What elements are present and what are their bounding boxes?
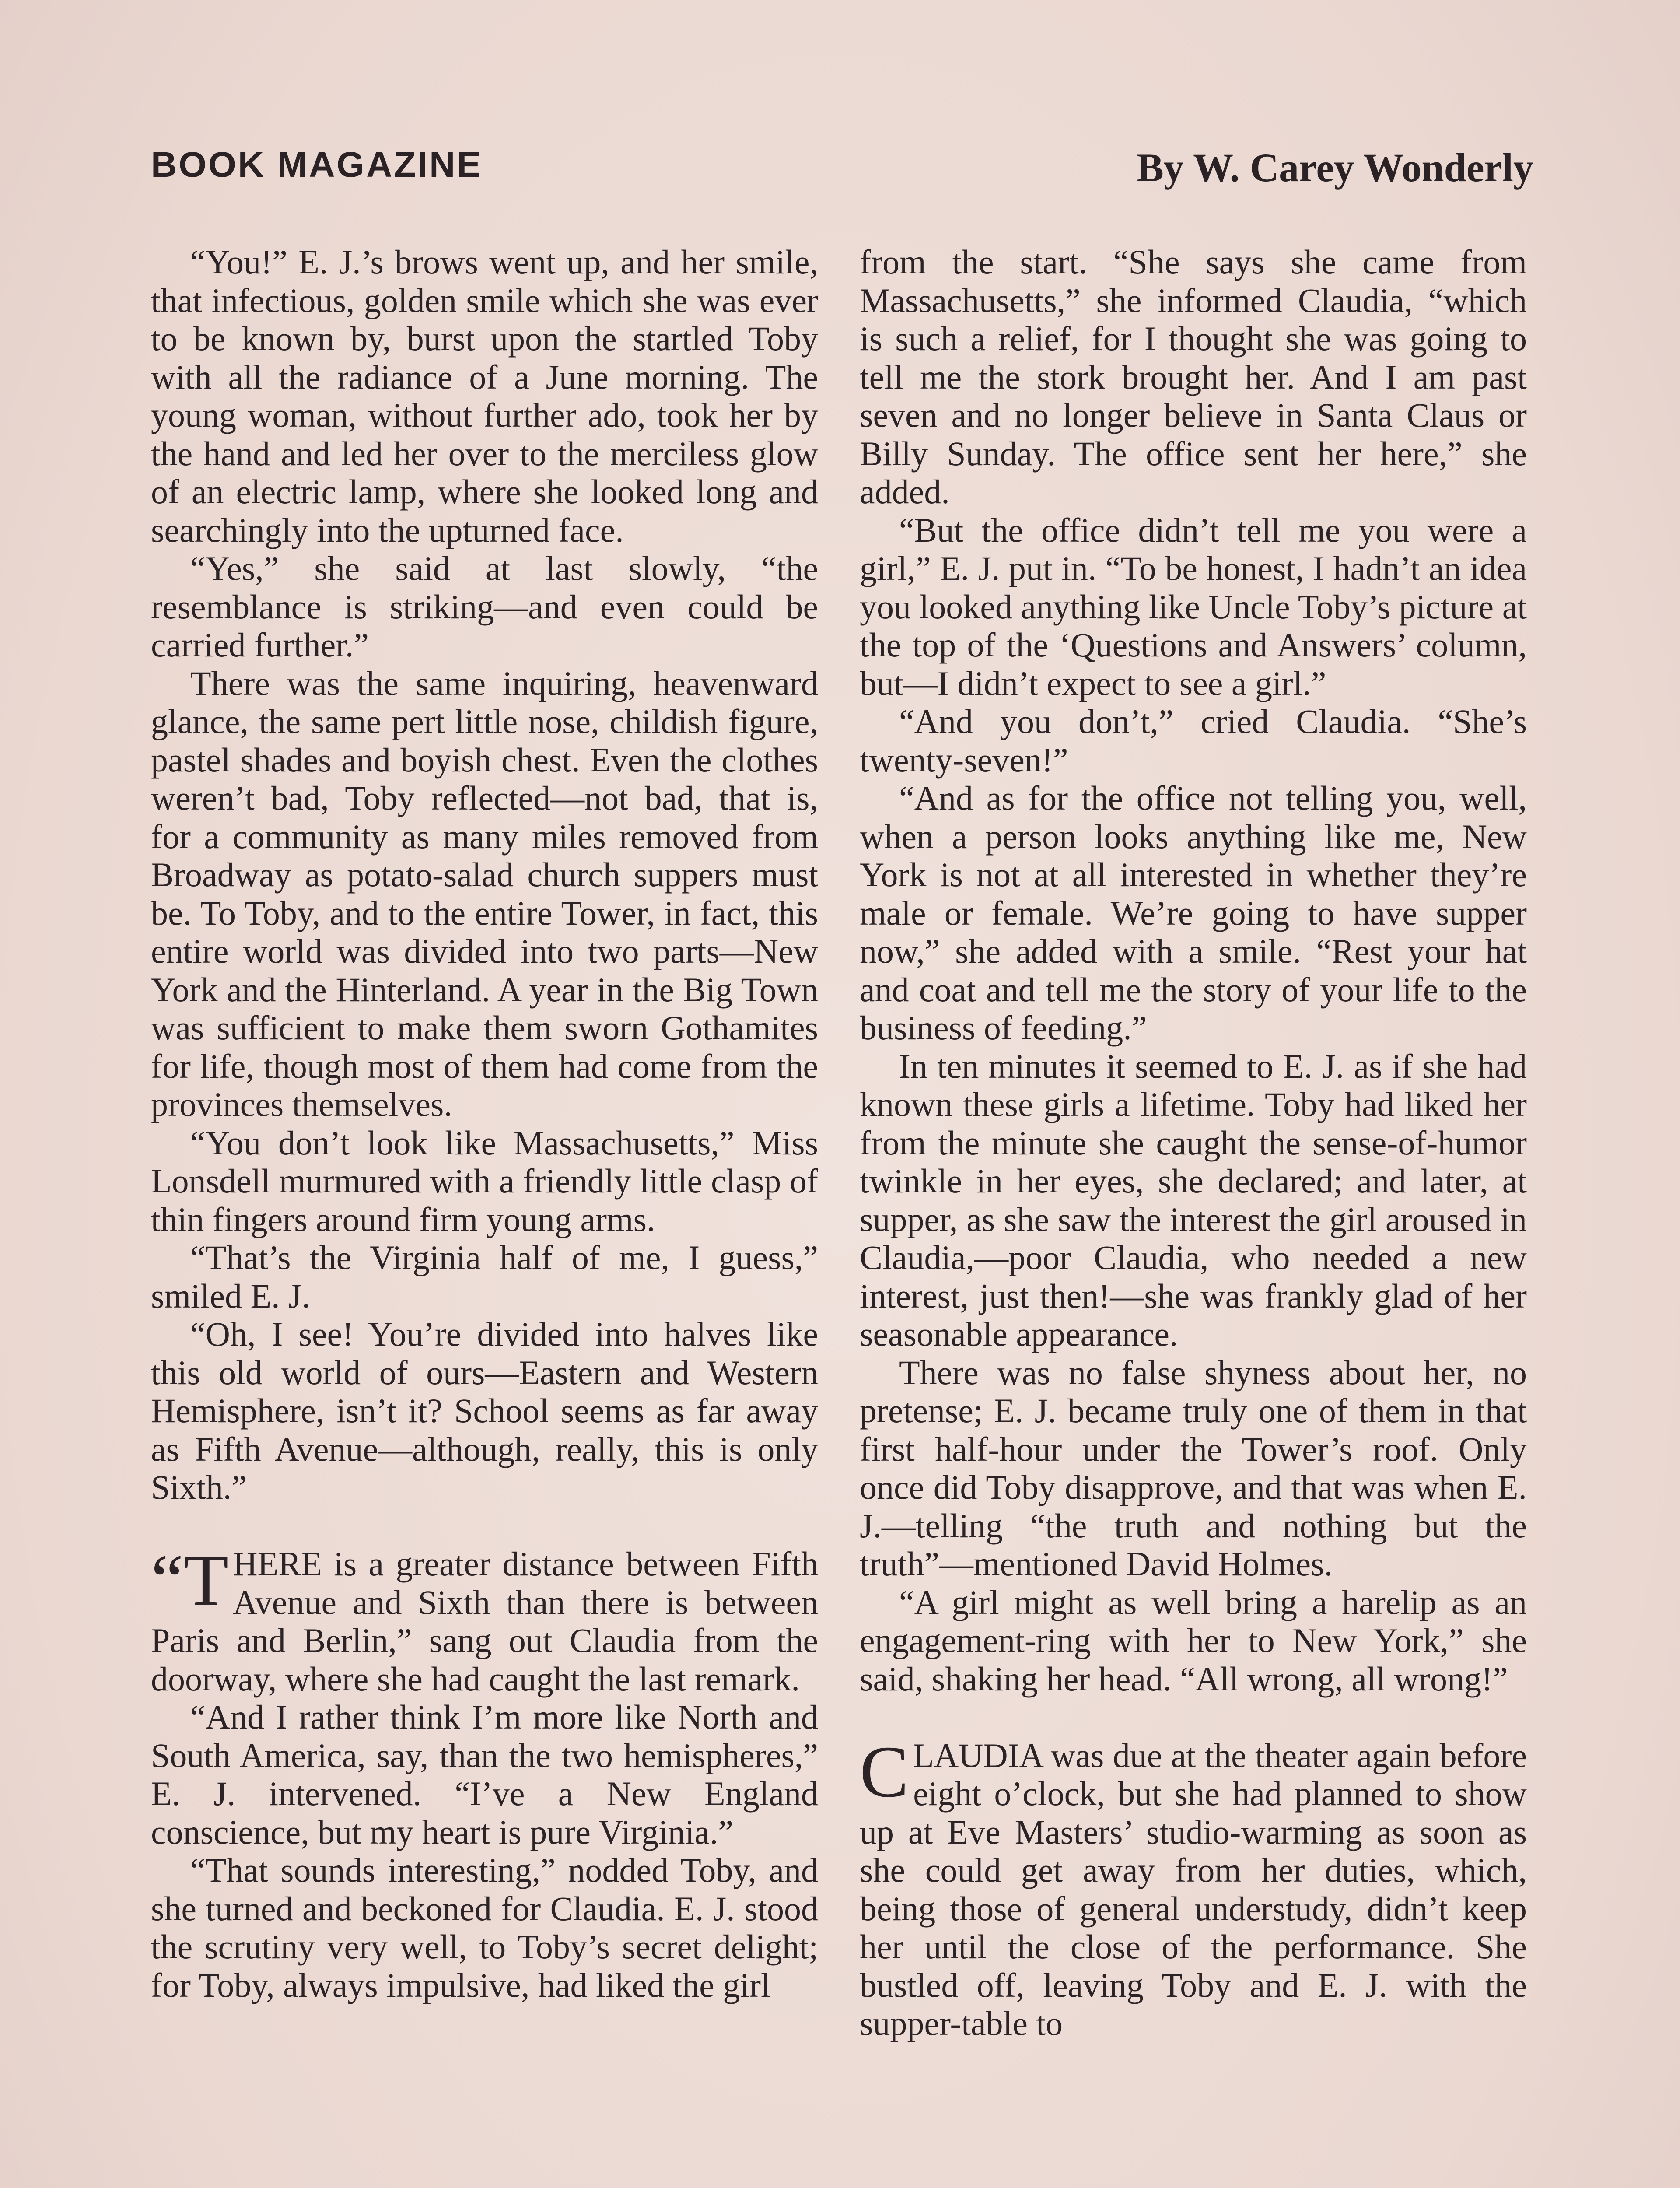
section-start-paragraph: [151, 1539, 818, 1698]
paragraph: “You!” E. J.’s brows went up, and her smile, that infectious, golden smile which she was ever to be known by, burst upon the startled Toby with all the radiance of a June morning. The young woman, without further ado, took her by the hand and led her over to the merciless glow of an electric lamp, where she looked long and searchingly into the upturned face.: [151, 243, 818, 549]
right-column: [860, 243, 1527, 2043]
magazine-title: BOOK MAGAZINE: [151, 145, 483, 185]
paragraph-text: LAUDIA was due at the theater again before eight o’clock, but she had planned to show up at Eve Masters’ studio-warming as soon as she could get away from her duties, which, being those of general understudy, didn’t keep her until the close of the performance. She bustled off, leaving Toby and E. J. with the supper-table to: [860, 1736, 1527, 2042]
paragraph: There was the same inquiring, heavenward glance, the same pert little nose, childish figure, pastel shades and boyish chest. Even the clothes weren’t bad, Toby reflected—not bad, that is, for a community as many miles removed from Broadway as potato-salad church suppers must be. To Toby, and to the entire Tower, in fact, this entire world was divided into two parts—New York and the Hinterland. A year in the Big Town was sufficient to make them sworn Gothamites for life, though most of them had come from the provinces themselves.: [151, 664, 818, 1123]
paragraph: “That sounds interesting,” nodded Toby, and she turned and beckoned for Claudia. E. J. stood the scrutiny very well, to Toby’s secret delight; for Toby, always impulsive, had liked the girl: [151, 1851, 818, 2004]
paragraph: “But the office didn’t tell me you were a girl,” E. J. put in. “To be honest, I hadn’t an idea you looked anything like Uncle Toby’s picture at the top of the ‘Questions and Answers’ column, but—I didn’t expect to see a girl.”: [860, 511, 1527, 702]
drop-cap: C: [860, 1731, 909, 1813]
paragraph: There was no false shyness about her, no pretense; E. J. became truly one of them in that first half-hour under the Tower’s roof. Only once did Toby disapprove, and that was when E. J.—telling “the truth and nothing but the truth”—mentioned David Holmes.: [860, 1353, 1527, 1583]
paragraph: In ten minutes it seemed to E. J. as if she had known these girls a lifetime. Toby had liked her from the minute she caught the sense-of-humor twinkle in her eyes, she declared; and later, at supper, as she saw the interest the girl aroused in Claudia,—poor Claudia, who needed a new interest, just then!—she was frankly glad of her seasonable appearance.: [860, 1047, 1527, 1353]
paragraph: “And I rather think I’m more like North and South America, say, than the two hemispheres,” E. J. intervened. “I’ve a New England conscience, but my heart is pure Virginia.”: [151, 1698, 818, 1851]
paragraph: “And you don’t,” cried Claudia. “She’s twenty-seven!”: [860, 702, 1527, 779]
author-byline: By W. Carey Wonderly: [1137, 145, 1533, 190]
paragraph: “You don’t look like Massachusetts,” Miss Lonsdell murmured with a friendly little clasp of thin fingers around firm young arms.: [151, 1123, 818, 1238]
section-start-paragraph: [860, 1731, 1527, 2043]
paragraph: “A girl might as well bring a harelip as an engagement-ring with her to New York,” she said, shaking her head. “All wrong, all wrong!”: [860, 1583, 1527, 1698]
paragraph-text: HERE is a greater distance between Fifth Avenue and Sixth than there is between Paris and Berlin,” sang out Claudia from the doorway, where she had caught the last remark.: [151, 1545, 818, 1698]
paragraph: “Oh, I see! You’re divided into halves like this old world of ours—Eastern and Western Hemisphere, isn’t it? School seems as far away as Fifth Avenue—although, really, this is only Sixth.”: [151, 1315, 818, 1506]
left-column: [151, 243, 818, 2004]
paragraph: “And as for the office not telling you, well, when a person looks anything like me, New York is not at all interested in whether they’re male or female. We’re going to have supper now,” she added with a smile. “Rest your hat and coat and tell me the story of your life to the business of feeding.”: [860, 779, 1527, 1047]
paragraph: “Yes,” she said at last slowly, “the resemblance is striking—and even could be carried further.”: [151, 549, 818, 664]
paragraph: from the start. “She says she came from Massachusetts,” she informed Claudia, “which is such a relief, for I thought she was going to tell me the stork brought her. And I am past seven and no longer believe in Santa Claus or Billy Sunday. The office sent her here,” she added.: [860, 243, 1527, 511]
paragraph: “That’s the Virginia half of me, I guess,” smiled E. J.: [151, 1238, 818, 1315]
running-head: [151, 144, 1533, 201]
drop-cap: “T: [151, 1539, 229, 1621]
